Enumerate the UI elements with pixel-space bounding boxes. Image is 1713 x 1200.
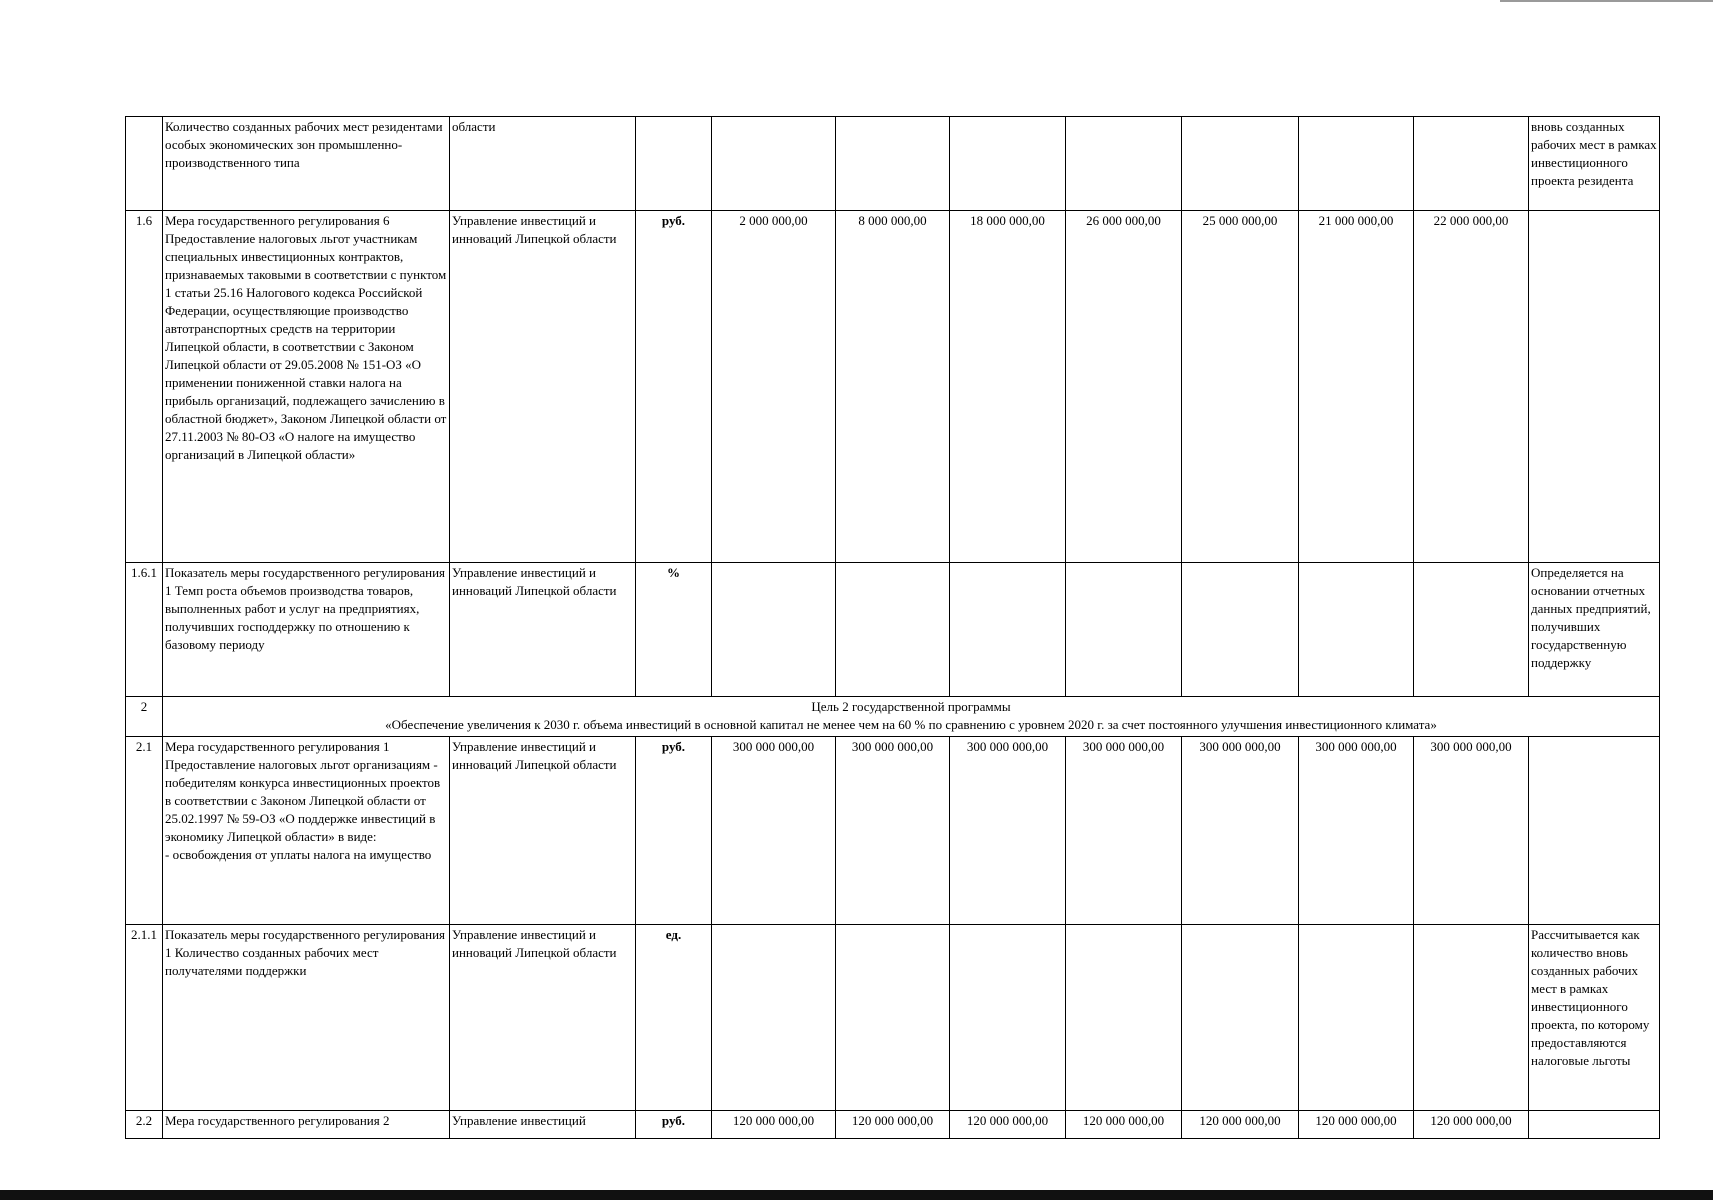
note-cell: вновь созданных рабочих мест в рамках инвестиционного проекта резидента: [1529, 117, 1660, 211]
value-cell: [1299, 925, 1414, 1111]
table-row: [126, 925, 1660, 1111]
value-cell: 300 000 000,00: [712, 737, 836, 925]
scan-bottom-edge: [0, 1190, 1713, 1200]
document-sheet: [125, 116, 1660, 1139]
goal-row: [126, 697, 1660, 737]
row-number: 2.1.1: [126, 925, 163, 1111]
row-number: 2.1: [126, 737, 163, 925]
row-number: [126, 117, 163, 211]
value-cell: [712, 117, 836, 211]
value-cell: 120 000 000,00: [1182, 1111, 1299, 1139]
measure-name: Количество созданных рабочих мест резидентами особых экономических зон промышленно-производственного типа: [163, 117, 450, 211]
row-number: 1.6: [126, 211, 163, 563]
row-number: 1.6.1: [126, 563, 163, 697]
value-cell: 300 000 000,00: [950, 737, 1066, 925]
unit: [636, 117, 712, 211]
value-cell: 120 000 000,00: [836, 1111, 950, 1139]
measure-name: Мера государственного регулирования 1 Предоставление налоговых льгот организациям - победителям конкурса инвестиционных проектов в соответствии с Законом Липецкой области от 25.02.1997 № 59-ОЗ «О поддержке инвестиций в экономику Липецкой области» в виде: - освобождения от уплаты налога на имущество: [163, 737, 450, 925]
value-cell: 21 000 000,00: [1299, 211, 1414, 563]
executor: Управление инвестиций и инноваций Липецкой области: [450, 211, 636, 563]
value-cell: [1182, 117, 1299, 211]
value-cell: 300 000 000,00: [1066, 737, 1182, 925]
row-number: 2: [126, 697, 163, 737]
value-cell: 8 000 000,00: [836, 211, 950, 563]
value-cell: [1299, 117, 1414, 211]
unit: %: [636, 563, 712, 697]
unit: руб.: [636, 211, 712, 563]
value-cell: [1414, 925, 1529, 1111]
value-cell: 2 000 000,00: [712, 211, 836, 563]
measure-name: Мера государственного регулирования 6 Предоставление налоговых льгот участникам специальных инвестиционных контрактов, признаваемых таковыми в соответствии с пунктом 1 статьи 25.16 Налогового кодекса Российской Федерации, осуществляющие производство автотранспортных средств на территории Липецкой области, в соответствии с Законом Липецкой области от 29.05.2008 № 151-ОЗ «О применении пониженной ставки налога на прибыль организаций, подлежащего зачислению в областной бюджет», Законом Липецкой области от 27.11.2003 № 80-ОЗ «О налоге на имущество организаций в Липецкой области»: [163, 211, 450, 563]
note-cell: [1529, 737, 1660, 925]
value-cell: [1414, 563, 1529, 697]
value-cell: [1066, 117, 1182, 211]
executor: Управление инвестиций и инноваций Липецкой области: [450, 737, 636, 925]
unit: ед.: [636, 925, 712, 1111]
note-cell: [1529, 1111, 1660, 1139]
value-cell: 120 000 000,00: [1414, 1111, 1529, 1139]
measure-name: Показатель меры государственного регулирования 1 Темп роста объемов производства товаров, выполненных работ и услуг на предприятиях, получивших господдержку по отношению к базовому периоду: [163, 563, 450, 697]
value-cell: [1299, 563, 1414, 697]
table-row: [126, 737, 1660, 925]
value-cell: 120 000 000,00: [950, 1111, 1066, 1139]
value-cell: 120 000 000,00: [712, 1111, 836, 1139]
value-cell: [836, 117, 950, 211]
goal-title: Цель 2 государственной программы: [811, 699, 1011, 714]
value-cell: 18 000 000,00: [950, 211, 1066, 563]
note-cell: [1529, 211, 1660, 563]
value-cell: 120 000 000,00: [1066, 1111, 1182, 1139]
value-cell: [1182, 563, 1299, 697]
value-cell: [1414, 117, 1529, 211]
value-cell: [712, 563, 836, 697]
value-cell: [1066, 925, 1182, 1111]
table-row: [126, 117, 1660, 211]
note-cell: Рассчитывается как количество вновь созданных рабочих мест в рамках инвестиционного проекта, по которому предоставляются налоговые льготы: [1529, 925, 1660, 1111]
table-row: [126, 1111, 1660, 1139]
value-cell: [1066, 563, 1182, 697]
unit: руб.: [636, 1111, 712, 1139]
value-cell: [712, 925, 836, 1111]
goal-text: «Обеспечение увеличения к 2030 г. объема инвестиций в основной капитал не менее чем на 60 % по сравнению с уровнем 2020 г. за счет постоянного улучшения инвестиционного климата»: [385, 717, 1437, 732]
value-cell: [950, 925, 1066, 1111]
value-cell: 26 000 000,00: [1066, 211, 1182, 563]
note-cell: Определяется на основании отчетных данных предприятий, получивших государственную поддержку: [1529, 563, 1660, 697]
value-cell: 300 000 000,00: [1299, 737, 1414, 925]
value-cell: 300 000 000,00: [1414, 737, 1529, 925]
table-row: [126, 563, 1660, 697]
value-cell: [836, 563, 950, 697]
measure-name: Мера государственного регулирования 2: [163, 1111, 450, 1139]
value-cell: [1182, 925, 1299, 1111]
executor: Управление инвестиций и инноваций Липецкой области: [450, 563, 636, 697]
executor: Управление инвестиций: [450, 1111, 636, 1139]
value-cell: 300 000 000,00: [836, 737, 950, 925]
value-cell: [950, 563, 1066, 697]
program-measures-table: [125, 116, 1660, 1139]
executor: области: [450, 117, 636, 211]
top-edge-line: [1500, 0, 1713, 2]
value-cell: 22 000 000,00: [1414, 211, 1529, 563]
value-cell: 25 000 000,00: [1182, 211, 1299, 563]
value-cell: [950, 117, 1066, 211]
executor: Управление инвестиций и инноваций Липецкой области: [450, 925, 636, 1111]
measure-name: Показатель меры государственного регулирования 1 Количество созданных рабочих мест получателями поддержки: [163, 925, 450, 1111]
value-cell: [836, 925, 950, 1111]
table-row: [126, 211, 1660, 563]
value-cell: 120 000 000,00: [1299, 1111, 1414, 1139]
goal-cell: [163, 697, 1660, 737]
value-cell: 300 000 000,00: [1182, 737, 1299, 925]
unit: руб.: [636, 737, 712, 925]
row-number: 2.2: [126, 1111, 163, 1139]
